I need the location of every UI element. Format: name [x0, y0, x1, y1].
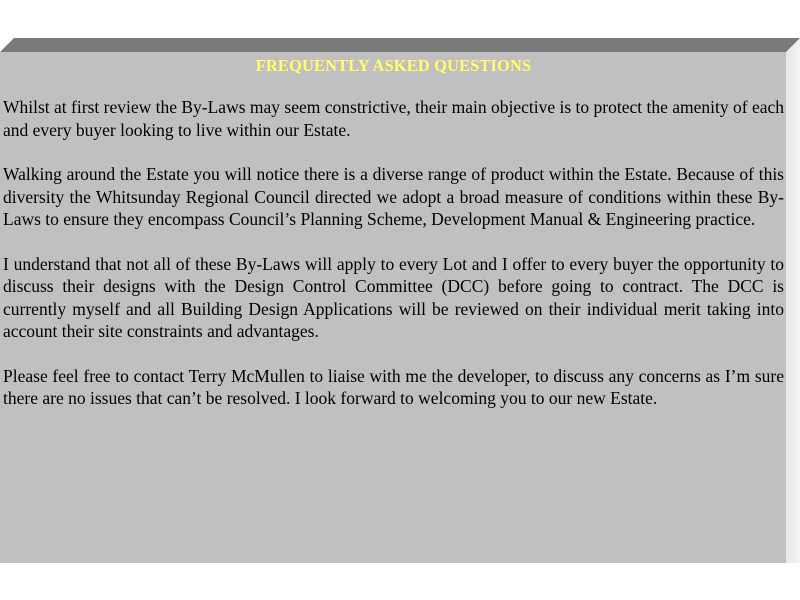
faq-paragraph-4: Please feel free to contact Terry McMullen to liaise with me the developer, to discuss any concerns as I’m sure there are no issues that can’t be resolved. I look forward to welcoming you to our new Estate.	[3, 365, 784, 408]
faq-paragraph-2: Walking around the Estate you will notice there is a diverse range of product within the Estate. Because of this diversity the Whitsunday Regional Council directed we adopt a broad measure of conditions within these By-Laws to ensure they encompass Council’s Planning Scheme, Development Manual & Engineering practice.	[3, 164, 784, 229]
faq-panel	[0, 52, 786, 563]
panel-top-bevel	[0, 38, 800, 52]
faq-paragraph-1: Whilst at first review the By-Laws may seem constrictive, their main objective is to protect the amenity of each and every buyer looking to live within our Estate.	[3, 97, 784, 140]
faq-title: FREQUENTLY ASKED QUESTIONS	[255, 56, 532, 75]
panel-right-bevel	[786, 38, 800, 563]
faq-paragraph-3: I understand that not all of these By-Laws will apply to every Lot and I offer to every buyer the opportunity to discuss their designs with the Design Control Committee (DCC) before going to contract. The DCC is currently myself and all Building Design Applications will be reviewed on their individual merit taking into account their site constraints and advantages.	[3, 253, 784, 341]
